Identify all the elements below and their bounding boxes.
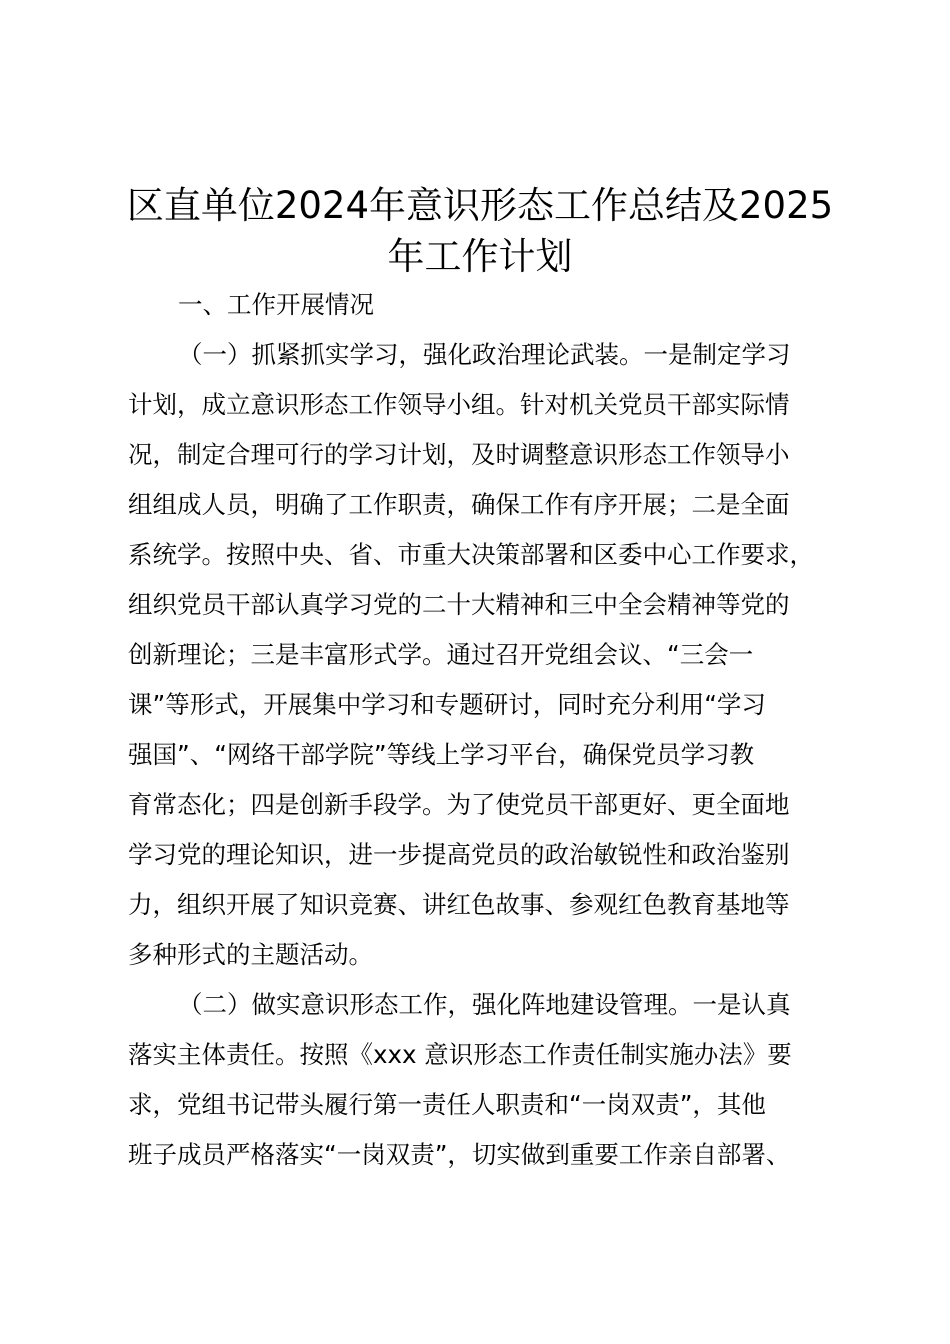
paragraph-line: 求，党组书记带头履行第一责任人职责和“一岗双责”，其他 <box>128 1090 766 1119</box>
paragraph-line: 组织党员干部认真学习党的二十大精神和三中全会精神等党的 <box>128 590 790 619</box>
paragraph-1 <box>128 330 848 980</box>
title-line: 区直单位2024年意识形态工作总结及2025 <box>126 184 834 227</box>
paragraph-line: 力，组织开展了知识竞赛、讲红色故事、参观红色教育基地等 <box>128 890 790 919</box>
document-title <box>110 180 850 282</box>
paragraph-line: 班子成员严格落实“一岗双责”，切实做到重要工作亲自部署、 <box>128 1140 791 1169</box>
paragraph-line: 学习党的理论知识，进一步提高党员的政治敏锐性和政治鉴别 <box>128 840 790 869</box>
paragraph-line: 组组成人员，明确了工作职责，确保工作有序开展；二是全面 <box>128 490 790 519</box>
paragraph-line: （一）抓紧抓实学习，强化政治理论武装。一是制定学习 <box>178 340 791 369</box>
paragraph-line: 创新理论；三是丰富形式学。通过召开党组会议、“三会一 <box>128 640 754 669</box>
paragraph-line: 强国”、“网络干部学院”等线上学习平台，确保党员学习教 <box>128 740 755 769</box>
paragraph-line: 课”等形式，开展集中学习和专题研讨，同时充分利用“学习 <box>128 690 766 719</box>
paragraph-line: （二）做实意识形态工作，强化阵地建设管理。一是认真 <box>178 990 791 1019</box>
paragraph-line: 育常态化；四是创新手段学。为了使党员干部更好、更全面地 <box>128 790 790 819</box>
paragraph-line: 多种形式的主题活动。 <box>128 940 373 969</box>
paragraph-line: 系统学。按照中央、省、市重大决策部署和区委中心工作要求， <box>128 540 814 569</box>
section-heading: 一、工作开展情况 <box>178 290 374 319</box>
paragraph-line: 况，制定合理可行的学习计划，及时调整意识形态工作领导小 <box>128 440 790 469</box>
paragraph-2 <box>128 980 848 1180</box>
title-line: 年工作计划 <box>387 235 573 278</box>
paragraph-line: 落实主体责任。按照《xxx 意识形态工作责任制实施办法》要 <box>128 1040 792 1069</box>
document-body <box>128 280 848 1180</box>
paragraph-line: 计划，成立意识形态工作领导小组。针对机关党员干部实际情 <box>128 390 790 419</box>
